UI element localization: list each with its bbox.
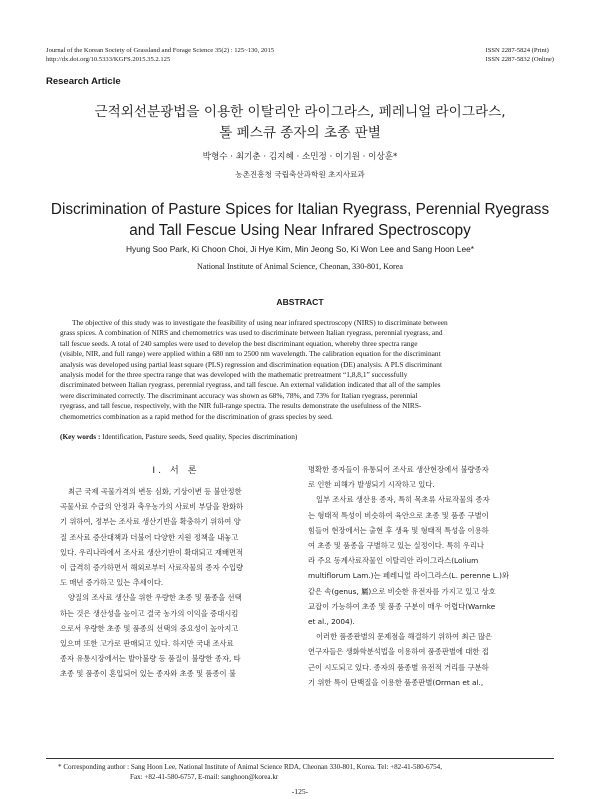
abstract-line: tall fescue seeds. A total of 240 samples were used to develop the best discriminant equation, whereby three spectra range [60, 338, 418, 348]
korean-title [0, 102, 600, 144]
korean-title-line: 톨 페스큐 종자의 초종 판별 [219, 125, 381, 141]
journal-citation: Journal of the Korean Society of Grassland and Forage Science 35(2) : 125~130, 2015 [46, 47, 275, 54]
issn-online: ISSN 2287-5832 (Online) [485, 56, 554, 63]
keywords [60, 432, 542, 441]
section-heading-introduction: Ⅰ. 서 론 [152, 465, 200, 476]
english-affiliation: National Institute of Animal Science, Cheonan, 330-801, Korea [197, 262, 403, 271]
issn-print: ISSN 2287-5824 (Print) [485, 47, 549, 54]
body-column-left [60, 462, 292, 682]
body-line: 기 위한 특이 단백질을 이용한 품종판별(Orman et al., [308, 677, 484, 687]
body-line: 양질의 조사료 생산을 위한 우량한 초종 및 품종을 선택 [68, 593, 242, 603]
body-line: 일부 조사료 생산용 종자, 특히 목초류 사료작물의 종자 [316, 495, 490, 505]
body-line: 있다. 우리나라에서 조사료 생산기반이 확대되고 재배면적 [60, 547, 244, 557]
body-line: 도 매년 증가하고 있는 추세이다. [60, 578, 164, 588]
corresponding-author-footnote [58, 762, 554, 782]
english-authors: Hyung Soo Park, Ki Choon Choi, Ji Hye Kim, Min Jeong So, Ki Won Lee and Sang Hoon Lee* [125, 244, 475, 254]
body-line: 연구자들은 생화학분석법을 이용하여 품종판별에 대한 접 [308, 647, 489, 657]
footnote-line: * Corresponding author : Sang Hoon Lee, National Institute of Animal Science RDA, Cheonan 330-801, Korea. Tel: +82-41-580-6754, [58, 763, 442, 771]
footnote-divider [46, 758, 554, 759]
issn-block [486, 46, 555, 64]
abstract-line: analysis model for the three spectra range that was developed with the mathematic pretreatment “1,8,8,1” successfully [60, 370, 408, 380]
body-line: et al., 2004). [308, 617, 355, 627]
korean-title-line: 근적외선분광법을 이용한 이탈리안 라이그라스, 페레니얼 라이그라스, [94, 104, 506, 120]
english-title [0, 199, 600, 241]
body-column-right [308, 462, 544, 690]
page-number: -125- [291, 787, 309, 796]
abstract-line: were discriminated correctly. The discriminant accuracy was shown as 68%, 78%, and 73% for Italian ryegrass, perennial [60, 390, 418, 400]
abstract-line: The objective of this study was to investigate the feasibility of using near infrared spectroscopy (NIRS) to discriminate between [72, 318, 448, 327]
body-line: 로 인한 피해가 발생되기 시작하고 있다. [308, 480, 435, 490]
body-line: 하는 것은 생산성을 높이고 결국 농가의 이익을 증대시킴 [60, 608, 239, 618]
body-line: 이 급격히 증가하면서 해외로부터 사료작물의 종자 수입량 [60, 563, 244, 573]
abstract-line: grass spices. A combination of NIRS and chemometrics was used to discriminate between Italian ryegrass, perennial ryegrass, and [60, 328, 443, 338]
body-line: 으로서 우량한 초종 및 품종의 선택의 중요성이 높아지고 [60, 623, 239, 633]
body-line: 라 주요 동계사료작물인 이탈리안 라이그라스(Lolium [308, 556, 479, 566]
body-line: 있으며 또한 고가로 판매되고 있다. 하지만 국내 조사료 [60, 639, 234, 649]
body-line: 이러한 품종판별의 문제점을 해결하기 위하여 최근 많은 [316, 632, 493, 642]
body-line: 명확한 종자들이 유통되어 조사료 생산현장에서 불량종자 [308, 465, 489, 474]
abstract-line: analysis was developed using partial least square (PLS) regression and discrimination equation (DE) analysis. A PLS discriminant [60, 359, 443, 369]
body-line: 여 초종 및 품종을 구별하고 있는 실정이다. 특히 우리나 [308, 541, 484, 551]
body-line: 곡물사료 수급의 안정과 축우농가의 사료비 부담을 완화하 [60, 502, 244, 512]
english-title-line: and Tall Fescue Using Near Infrared Spectroscopy [129, 222, 471, 239]
body-line: 최근 국제 곡물가격의 변동 심화, 기상이변 등 불안정한 [68, 487, 242, 496]
english-title-line: Discrimination of Pasture Spices for Italian Ryegrass, Perennial Ryegrass [50, 201, 550, 218]
body-line: 같은 속(genus, 屬)으로 비슷한 유전자를 가지고 있고 상호 [308, 586, 496, 596]
abstract-heading: ABSTRACT [276, 297, 324, 307]
keywords-list: Identification, Pasture seeds, Seed quality, Species discrimination) [102, 432, 298, 441]
abstract-body [60, 318, 542, 422]
abstract-line: discriminated between Italian ryegrass, perennial ryegrass, and tall fescue. An external validation indicated that all of the samples [60, 380, 441, 390]
abstract-line: ryegrass, and tall fescue, respectively, with the NIR full-range spectra. The results demonstrate the usefulness of the NIRS- [60, 401, 422, 411]
body-line: 교잡이 가능하여 초종 및 품종 구분이 매우 어렵다(Warnke [308, 601, 496, 611]
body-line: 기 위하여, 정부는 조사료 생산기반을 확충하기 위하여 양 [60, 517, 241, 527]
body-line: 종자 유통시장에서는 발아불량 등 품질이 불량한 종자, 타 [60, 654, 241, 664]
abstract-line: chemometrics combination as a rapid method for the discrimination of grass species by seed. [60, 411, 333, 421]
footnote-line: Fax: +82-41-580-6757, E-mail: sanghoon@korea.kr [130, 773, 279, 781]
body-line: 질 조사료 증산대책과 더불어 다양한 지원 정책을 내놓고 [60, 532, 239, 542]
keywords-label: (Key words : [60, 432, 101, 441]
abstract-line: (visible, NIR, and full range) were applied within a 680 nm to 2500 nm wavelength. The calibration equation for the discriminant [60, 349, 441, 359]
body-line: 힘들어 현장에서는 출현 후 생육 및 형태적 특성을 이용하 [308, 525, 489, 535]
body-line: 초종 및 품종이 혼입되어 있는 종자와 초종 및 품종이 불 [60, 669, 236, 679]
doi-link[interactable]: http://dx.doi.org/10.5333/KGFS.2015.35.2.125 [46, 56, 171, 63]
body-line: 는 형태적 특성이 비슷하여 육안으로 초종 및 품종 구별이 [308, 510, 489, 520]
korean-authors: 박형수 · 최기춘 · 김지혜 · 소민정 · 이기원 · 이상훈* [202, 152, 398, 162]
article-type: Research Article [46, 76, 121, 87]
body-line: multiflorum Lam.)는 페레니얼 라이그라스(L. perenne L.)와 [308, 571, 510, 581]
journal-header [46, 46, 274, 64]
korean-affiliation: 농촌진흥청 국립축산과학원 초지사료과 [235, 170, 365, 179]
body-line: 근이 시도되고 있다. 종자의 품종별 유전적 거리를 구분하 [308, 662, 489, 672]
